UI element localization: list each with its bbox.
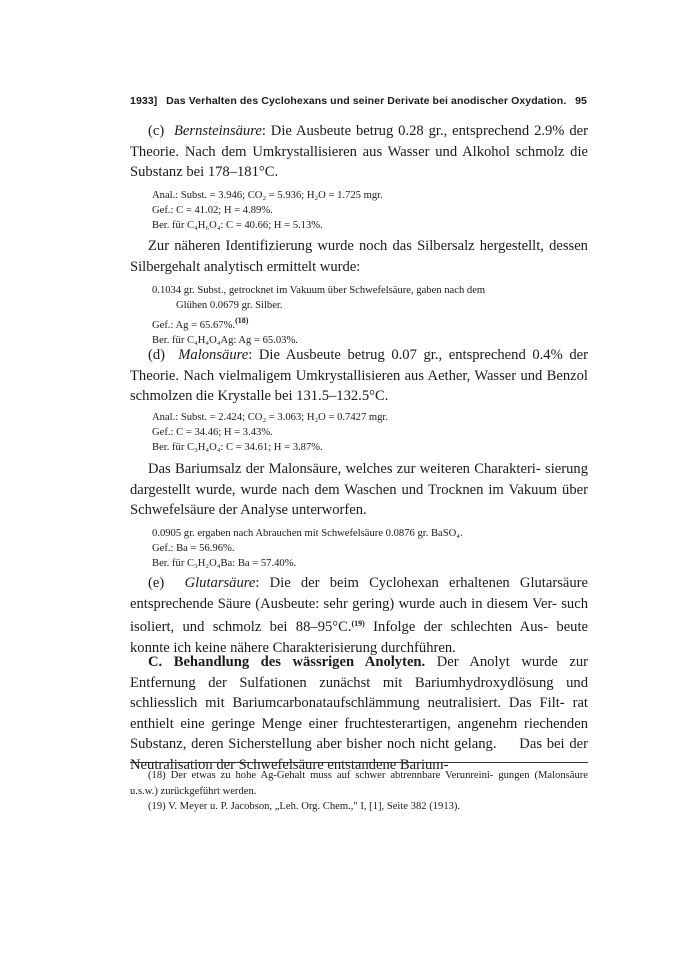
paragraph-text: 2.9% der Theorie. Nach dem Umkrystallisieren aus Wasser und Alkohol <box>130 123 588 160</box>
paragraph-text: Vakuum über Schwefelsäure der Analyse unterworfen. <box>130 481 588 518</box>
analysis-silver <box>152 283 588 348</box>
paragraph-text: : Die Ausbeute betrug 0.28 gr., entsprechend <box>261 123 530 139</box>
footnote-19: (19) V. Meyer u. P. Jacobson, „Leh. Org. Chem.," I, [1], Seite 382 (1913). <box>148 801 461 812</box>
paragraph-text: Infolge der schlechten Aus- <box>364 619 549 635</box>
paragraph-text: entsprechende Säure (Ausbeute: sehr gering) wurde auch in diesem Ver- <box>130 595 557 612</box>
analysis-malonsaeure <box>152 410 582 455</box>
paragraph-text: schmolz die Substanz bei 178–181°C. <box>130 143 588 180</box>
paragraph-text: : Die der beim Cyclohexan erhaltenen Glutarsäure <box>255 575 588 591</box>
analysis-line: Gef.: C = 41.02; H = 4.89%. <box>152 205 273 216</box>
paragraph-silbersalz <box>130 236 588 277</box>
footnotes <box>130 768 588 815</box>
paragraph-text: und Benzol schmolzen die Krystalle bei 131.5–132.5°C. <box>130 367 588 404</box>
analysis-line: 0.0905 gr. ergaben nach Abrauchen mit Schwefelsäure 0.0876 gr. BaSO₄. <box>152 528 463 539</box>
paragraph-bernsteinsaeure <box>130 121 588 183</box>
compound-name: Bernsteinsäure <box>174 123 262 139</box>
compound-name: Malonsäure <box>178 347 249 363</box>
header-page-number: 95 <box>575 95 587 107</box>
analysis-line: Anal.: Subst. = 3.946; CO₂ = 5.936; H₂O = 1.725 mgr. <box>152 190 383 201</box>
paragraph-text: dessen Silbergehalt analytisch ermittelt wurde: <box>130 238 588 275</box>
paragraph-text: Der Anolyt wurde zur <box>425 654 588 670</box>
analysis-line: 0.1034 gr. Subst., getrocknet im Vakuum über Schwefelsäure, gaben nach dem <box>152 285 486 296</box>
analysis-line: Ber. für C₄H₆O₄: C = 40.66; H = 5.13%. <box>152 220 323 231</box>
section-heading: C. Behandlung des wässrigen Anolyten. <box>148 654 426 670</box>
section-label: (e) <box>148 575 165 591</box>
section-label: (d) <box>148 347 166 363</box>
paragraph-behandlung <box>130 652 588 775</box>
paragraph-malonsaeure <box>130 345 588 407</box>
paragraph-text: Entfernung der Sulfationen zunächst mit Bariumhydroxydlösung und <box>130 674 588 691</box>
section-glutarsaeure <box>130 573 588 658</box>
section-label: (c) <box>148 123 165 139</box>
paragraph-text: rat enthielt eine geringe Menge einer fruchtesterartigen, angenehm <box>130 695 588 732</box>
footnote-ref-19[interactable]: (19) <box>351 619 365 628</box>
header-year: 1933] <box>130 95 158 107</box>
analysis-line: Ber. für C₄H₄O₄Ag: Ag = 65.03%. <box>152 335 298 346</box>
analysis-bernsteinsaeure <box>152 188 582 233</box>
analysis-line <box>152 313 588 333</box>
footnote-18 <box>130 768 588 799</box>
footnote-rule <box>130 762 588 763</box>
analysis-text: Gef.: Ag = 65.67%. <box>152 320 236 331</box>
paragraph-text: riechenden Substanz, deren Sicherstellung aber bisher noch nicht gelang. <box>130 715 588 752</box>
compound-name: Glutarsäure <box>184 575 256 591</box>
paragraph-bariumsalz <box>130 459 588 521</box>
paragraph-text: Das bei der Neutralisation der Schwefelsäure entstandene Barium- <box>130 736 588 773</box>
paragraph-text: beute konnte ich keine nähere Charakterisierung durchführen. <box>130 619 588 656</box>
paragraph-text: der Theorie. Nach vielmaligem Umkrystallisieren aus Aether, Wasser <box>130 347 588 384</box>
footnote-ref-18[interactable]: (18) <box>235 316 249 325</box>
section-malonsaeure <box>130 345 588 407</box>
header-title: Das Verhalten des Cyclohexans und seiner Derivate bei anodischer Oxydation. <box>166 95 567 107</box>
analysis-line: Anal.: Subst. = 2.424; CO₂ = 3.063; H₂O = 0.7427 mgr. <box>152 412 389 423</box>
section-behandlung-anolyt <box>130 652 588 775</box>
paragraph-text: sierung dargestellt wurde, wurde nach dem Waschen und Trocknen im <box>130 461 588 498</box>
analysis-barium <box>152 526 588 571</box>
paragraph-text: Zur näheren Identifizierung wurde noch das Silbersalz hergestellt, <box>148 238 544 254</box>
footnote-text: (18) Der etwas zu hohe Ag-Gehalt muss auf schwer abtrennbare Verunreini- <box>148 770 494 781</box>
paragraph-text: schliesslich mit Bariumcarbonataufschlämmung neutralisiert. Das Filt- <box>130 695 565 711</box>
footnote-text: gungen (Malonsäure u.s.w.) zurückgeführt werden. <box>130 770 588 797</box>
analysis-line: Gef.: C = 34.46; H = 3.43%. <box>152 427 273 438</box>
paragraph-text: such isoliert, und schmolz bei 88–95°C. <box>130 595 588 635</box>
analysis-line: Glühen 0.0679 gr. Silber. <box>176 300 283 311</box>
analysis-line: Ber. für C₃H₂O₄Ba: Ba = 57.40%. <box>152 558 297 569</box>
section-bernsteinsaeure <box>130 121 588 183</box>
paragraph-text: : Die Ausbeute betrug 0.07 gr., entsprechend 0.4% <box>248 347 563 363</box>
analysis-line: Ber. für C₃H₄O₄: C = 34.61; H = 3.87%. <box>152 442 323 453</box>
analysis-line: Gef.: Ba = 56.96%. <box>152 543 235 554</box>
running-header <box>130 95 587 107</box>
section-bariumsalz <box>130 459 588 521</box>
paragraph-text: Das Bariumsalz der Malonsäure, welches zur weiteren Charakteri- <box>148 461 541 477</box>
section-silbersalz <box>130 236 588 277</box>
paragraph-glutarsaeure <box>130 573 588 658</box>
